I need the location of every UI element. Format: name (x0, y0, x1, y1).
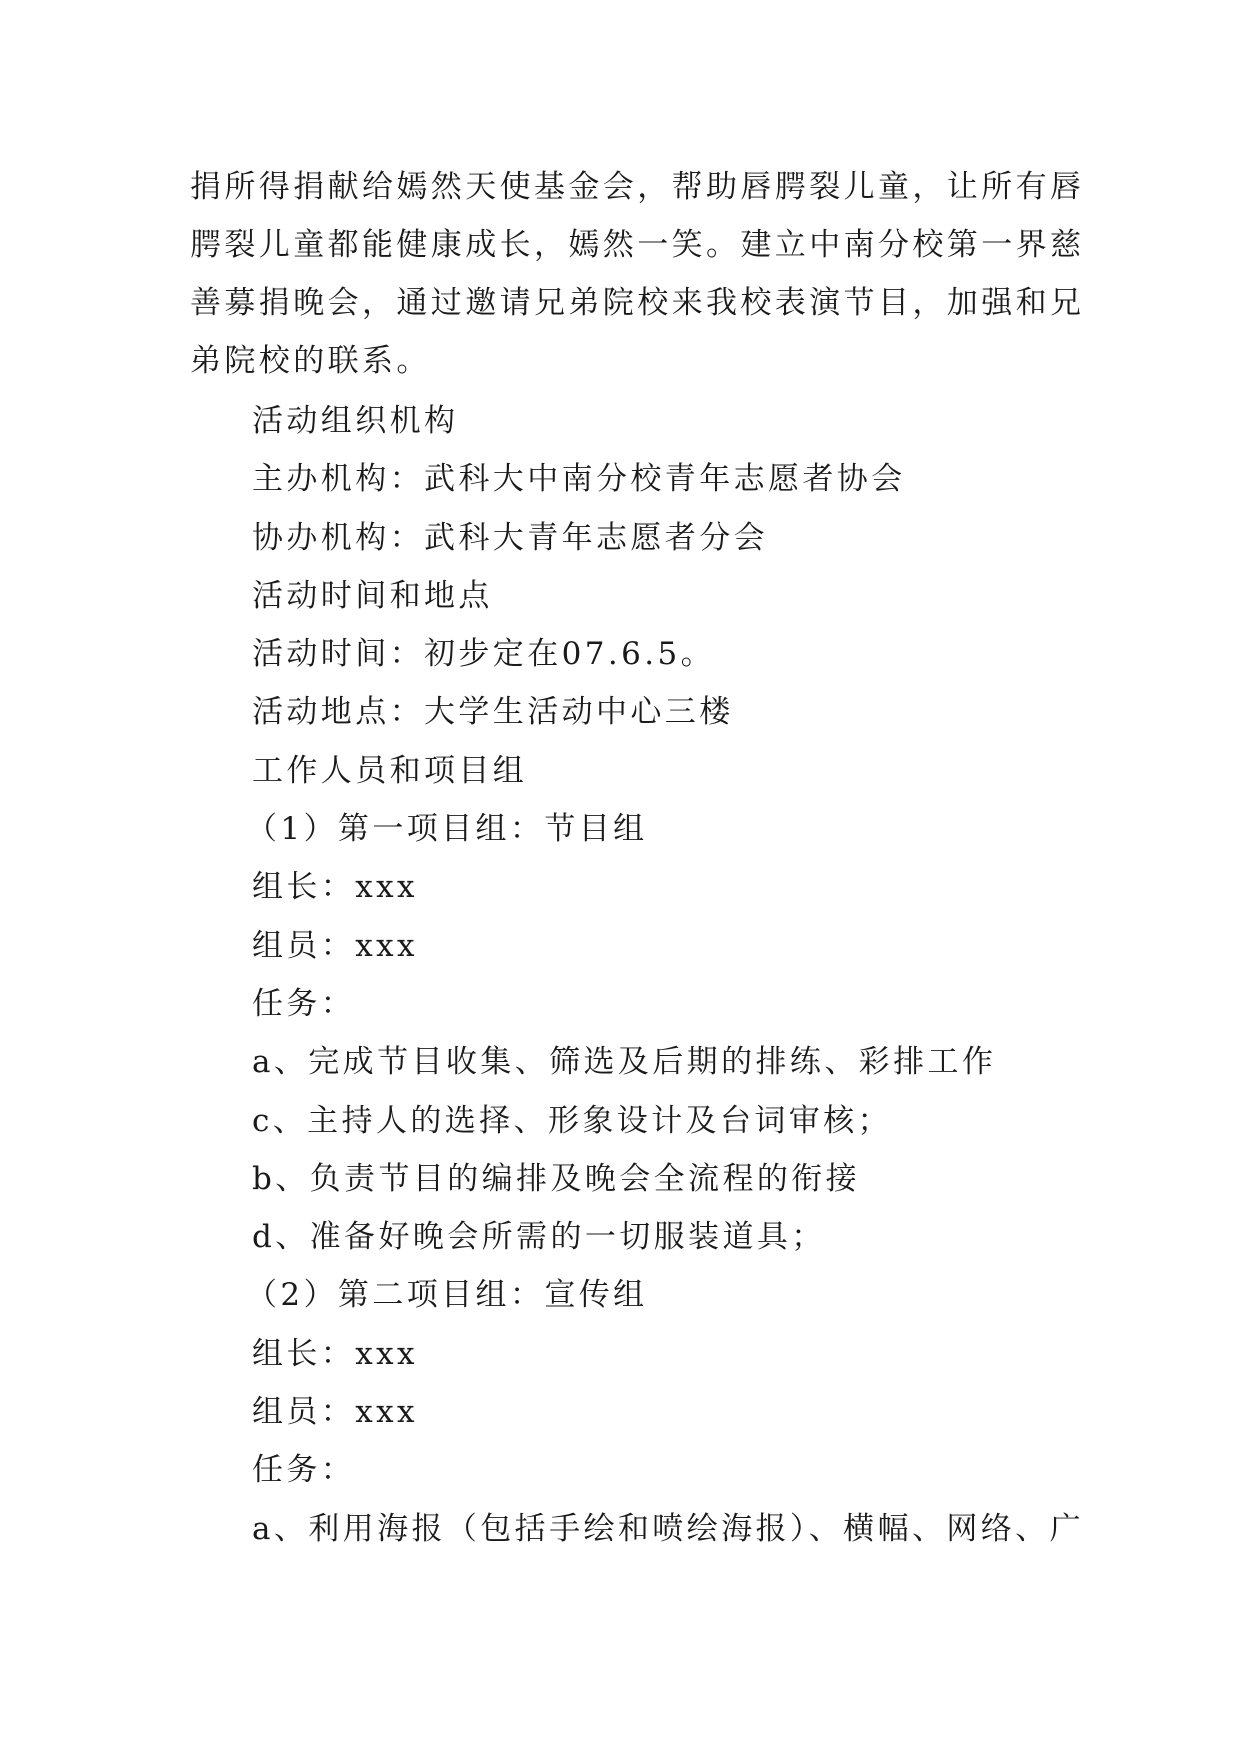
group-heading-program: （1）第一项目组：节目组 (246, 811, 648, 848)
event-location: 活动地点：大学生活动中心三楼 (252, 694, 734, 731)
host-organization: 主办机构：武科大中南分校青年志愿者协会 (252, 461, 906, 498)
group-members: 组员：xxx (252, 1394, 418, 1431)
intro-line: 善募捐晚会，通过邀请兄弟院校来我校表演节目，加强和兄 (190, 285, 1085, 321)
intro-line: 弟院校的联系。 (190, 343, 431, 379)
event-time: 活动时间：初步定在07.6.5。 (252, 636, 715, 673)
task-item: c、主持人的选择、形象设计及台词审核； (252, 1102, 892, 1139)
task-item: b、负责节目的编排及晚会全流程的衔接 (252, 1160, 861, 1197)
task-item: a、完成节目收集、筛选及后期的排练、彩排工作 (252, 1044, 997, 1081)
task-label: 任务： (252, 985, 356, 1022)
intro-paragraph (190, 158, 1085, 390)
group-heading-publicity: （2）第二项目组：宣传组 (246, 1277, 648, 1314)
task-item: a、利用海报（包括手绘和喷绘海报）、横幅、网络、广 (252, 1510, 1084, 1547)
section-heading-time-place: 活动时间和地点 (252, 577, 493, 614)
task-item: d、准备好晚会所需的一切服装道具； (252, 1219, 826, 1256)
plan-details (246, 392, 1084, 1558)
intro-line: 捐所得捐献给嫣然天使基金会，帮助唇腭裂儿童，让所有唇 (190, 169, 1085, 205)
intro-line: 腭裂儿童都能健康成长，嫣然一笑。建立中南分校第一界慈 (190, 227, 1085, 263)
task-label: 任务： (252, 1452, 356, 1489)
group-members: 组员：xxx (252, 927, 418, 964)
section-heading-staff: 工作人员和项目组 (252, 752, 528, 789)
group-leader: 组长：xxx (252, 869, 418, 906)
co-organizer: 协办机构：武科大青年志愿者分会 (252, 519, 768, 556)
section-heading-organization: 活动组织机构 (252, 403, 459, 439)
group-leader: 组长：xxx (252, 1335, 418, 1372)
